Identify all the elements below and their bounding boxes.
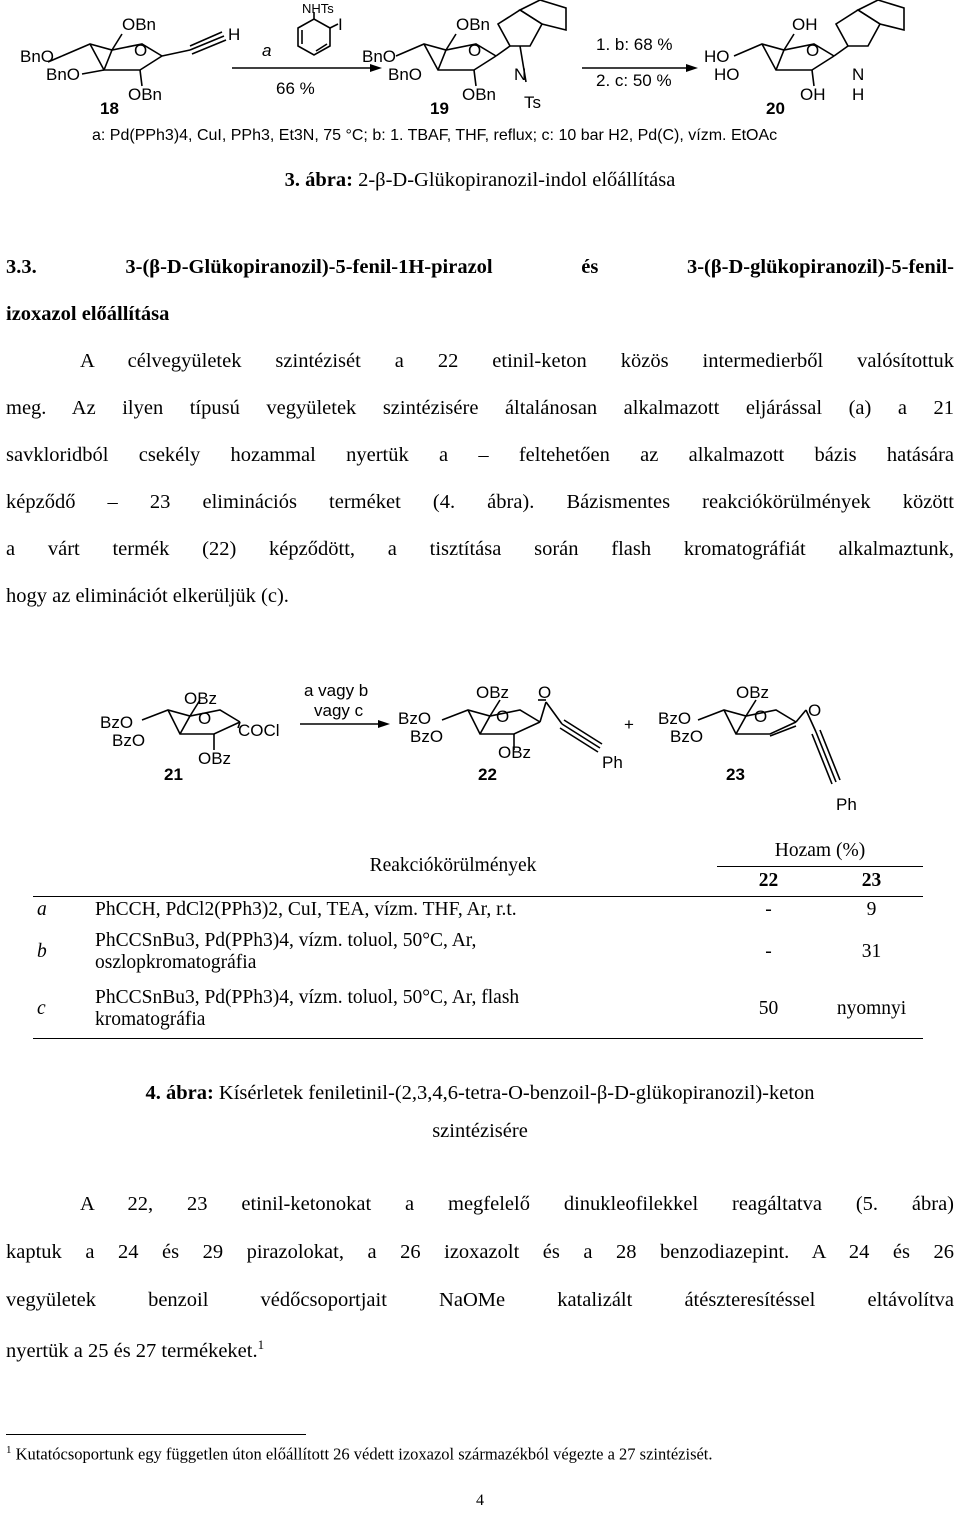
step-2-yield: 2. c: 50 % — [596, 71, 672, 90]
row-conditions-continued: kromatográfia — [95, 1008, 206, 1030]
paragraph-1-line-5: a várt termék (22) képződött, a tisztítása során flash kromatográfiát alkalmaztunk, — [6, 538, 954, 560]
figure-3-caption-text: 2-β-D-Glükopiranozil-indol előállítása — [352, 169, 676, 191]
svg-text:BzO: BzO — [410, 727, 444, 746]
row-yield-22: 50 — [758, 997, 779, 1019]
paragraph-1-line-1: A célvegyületek szintézisét a 22 etinil-keton közös intermedierből valósítottuk — [80, 350, 954, 372]
svg-text:BzO: BzO — [670, 727, 704, 746]
paragraph-2-line-4 — [6, 1337, 264, 1363]
arrow-2-condition-line-2: vagy c — [314, 701, 364, 720]
svg-text:OBz: OBz — [184, 689, 218, 708]
page-number: 4 — [476, 1492, 484, 1509]
svg-text:OH: OH — [800, 85, 826, 104]
svg-text:O: O — [468, 41, 482, 60]
svg-text:O: O — [754, 707, 768, 726]
compound-23-label: 23 — [726, 765, 745, 784]
svg-text:OBz: OBz — [736, 683, 770, 702]
svg-text:OBn: OBn — [128, 85, 163, 104]
phenyl-label-23: Ph — [836, 795, 857, 814]
footnote-reference[interactable]: 1 — [257, 1337, 265, 1352]
figure-4-caption — [0, 1074, 960, 1150]
row-label: b — [37, 941, 47, 962]
figure-4-caption-label: 4. ábra: — [145, 1082, 214, 1104]
row-yield-22: - — [765, 899, 772, 921]
figure-4-caption-text-continued: szintézisére — [432, 1120, 528, 1142]
scheme-2-reaction — [0, 672, 960, 822]
paragraph-2-line-2: kaptuk a 24 és 29 pirazolokat, a 26 izoxazolt és a 28 benzodiazepint. A 24 és 26 — [6, 1241, 954, 1263]
scheme-1-conditions: a: Pd(PPh3)4, CuI, PPh3, Et3N, 75 °C; b: 1. TBAF, THF, reflux; c: 10 bar H2, Pd(C), vízm. EtOAc — [92, 127, 778, 144]
paragraph-1-line-3: savkloridból csekély hozammal nyertük a – feltehetően az alkalmazott bázis hatására — [6, 444, 954, 466]
table-header-yield: Hozam (%) — [774, 839, 866, 861]
table-col-22: 22 — [758, 870, 779, 891]
footnote-number: 1 — [6, 1444, 12, 1456]
svg-text:BnO: BnO — [20, 47, 55, 66]
reagent-nhts-label: NHTs — [302, 1, 334, 16]
arrow-1-condition: a — [262, 41, 272, 60]
arrow-2-condition-line-1: a vagy b — [304, 681, 369, 700]
compound-21-label: 21 — [164, 765, 183, 784]
plus-sign: + — [624, 715, 634, 734]
svg-text:O: O — [134, 41, 148, 60]
svg-text:O: O — [808, 701, 822, 720]
svg-text:BzO: BzO — [112, 731, 146, 750]
table-row — [33, 980, 923, 1038]
section-heading: 3.3. 3-(β-D-Glükopiranozil)-5-fenil-1H-pirazol és 3-(β-D-glükopiranozil)-5-fenil- — [6, 256, 954, 278]
svg-text:OBn: OBn — [122, 15, 157, 34]
table-row — [33, 896, 923, 924]
svg-text:N: N — [852, 65, 865, 84]
acid-chloride-label: COCl — [238, 721, 280, 740]
paragraph-2-line-3: vegyületek benzoil védőcsoportjait NaOMe katalizált átészteresítéssel eltávolítva — [6, 1289, 954, 1311]
svg-text:OH: OH — [792, 15, 818, 34]
svg-text:O: O — [806, 41, 820, 60]
paragraph-2-line-4-text: nyertük a 25 és 27 termékeket. — [6, 1339, 258, 1362]
row-yield-23: 31 — [861, 941, 882, 962]
row-label: a — [37, 899, 47, 921]
compound-20-label: 20 — [766, 99, 785, 118]
nh-label: H — [852, 85, 865, 104]
phenyl-label-22: Ph — [602, 753, 623, 772]
row-yield-22: - — [765, 941, 772, 962]
figure-3-caption-label: 3. ábra: — [284, 169, 353, 191]
table-row — [33, 924, 923, 980]
compound-22-label: 22 — [478, 765, 497, 784]
svg-text:N: N — [514, 65, 527, 84]
compound-19-label: 19 — [430, 99, 449, 118]
step-1-yield: 1. b: 68 % — [596, 35, 673, 54]
svg-text:H: H — [228, 25, 241, 44]
scheme-1-reaction — [0, 0, 960, 150]
svg-text:HO: HO — [714, 65, 740, 84]
svg-text:BzO: BzO — [100, 713, 134, 732]
svg-text:O: O — [198, 709, 212, 728]
svg-text:O: O — [496, 707, 510, 726]
table-col-23: 23 — [861, 870, 882, 891]
svg-text:OBz: OBz — [476, 683, 510, 702]
svg-text:BnO: BnO — [388, 65, 423, 84]
compound-18-label: 18 — [100, 99, 119, 118]
svg-text:BzO: BzO — [398, 709, 432, 728]
paragraph-1-line-4: képződő – 23 eliminációs terméket (4. ábra). Bázismentes reakciókörülmények között — [6, 491, 954, 513]
paragraph-1-line-6: hogy az eliminációt elkerüljük (c). — [6, 585, 289, 607]
footnote — [6, 1444, 713, 1465]
figure-4-caption-text: Kísérletek feniletinil-(2,3,4,6-tetra-O-benzoil-β-D-glükopiranozil)-keton — [213, 1082, 815, 1104]
reaction-conditions-table — [33, 836, 923, 1039]
svg-text:OBz: OBz — [498, 743, 532, 762]
svg-text:OBn: OBn — [462, 85, 497, 104]
svg-text:O: O — [538, 683, 552, 702]
svg-text:HO: HO — [704, 47, 730, 66]
row-conditions: PhCCH, PdCl2(PPh3)2, CuI, TEA, vízm. THF, Ar, r.t. — [95, 899, 517, 921]
footnote-text: Kutatócsoportunk egy független úton előállított 26 védett izoxazol származékból végezte a 27 szintézisét. — [15, 1444, 713, 1464]
reagent-iodo-label: I — [338, 15, 343, 34]
arrow-1-yield: 66 % — [276, 79, 315, 98]
tosyl-label: Ts — [524, 93, 541, 112]
paragraph-1-line-2: meg. Az ilyen típusú vegyületek szintézisére általánosan alkalmazott eljárással (a) a 21 — [6, 397, 954, 419]
row-conditions: PhCCSnBu3, Pd(PPh3)4, vízm. toluol, 50°C, Ar, — [95, 930, 477, 951]
row-label: c — [37, 997, 46, 1019]
section-heading-continued: izoxazol előállítása — [6, 303, 170, 325]
row-yield-23: 9 — [866, 899, 877, 921]
paragraph-2-line-1: A 22, 23 etinil-ketonokat a megfelelő dinukleofilekkel reagáltatva (5. ábra) — [80, 1193, 954, 1215]
svg-text:BnO: BnO — [362, 47, 397, 66]
footnote-divider — [6, 1434, 306, 1435]
figure-3-caption — [0, 169, 960, 192]
svg-text:BzO: BzO — [658, 709, 692, 728]
svg-text:OBn: OBn — [456, 15, 491, 34]
row-yield-23: nyomnyi — [836, 997, 907, 1019]
svg-text:OBz: OBz — [198, 749, 232, 768]
table-header-conditions: Reakciókörülmények — [369, 854, 537, 876]
row-conditions: PhCCSnBu3, Pd(PPh3)4, vízm. toluol, 50°C, Ar, flash — [95, 986, 520, 1008]
row-conditions-continued: oszlopkromatográfia — [95, 952, 257, 973]
svg-text:BnO: BnO — [46, 65, 81, 84]
